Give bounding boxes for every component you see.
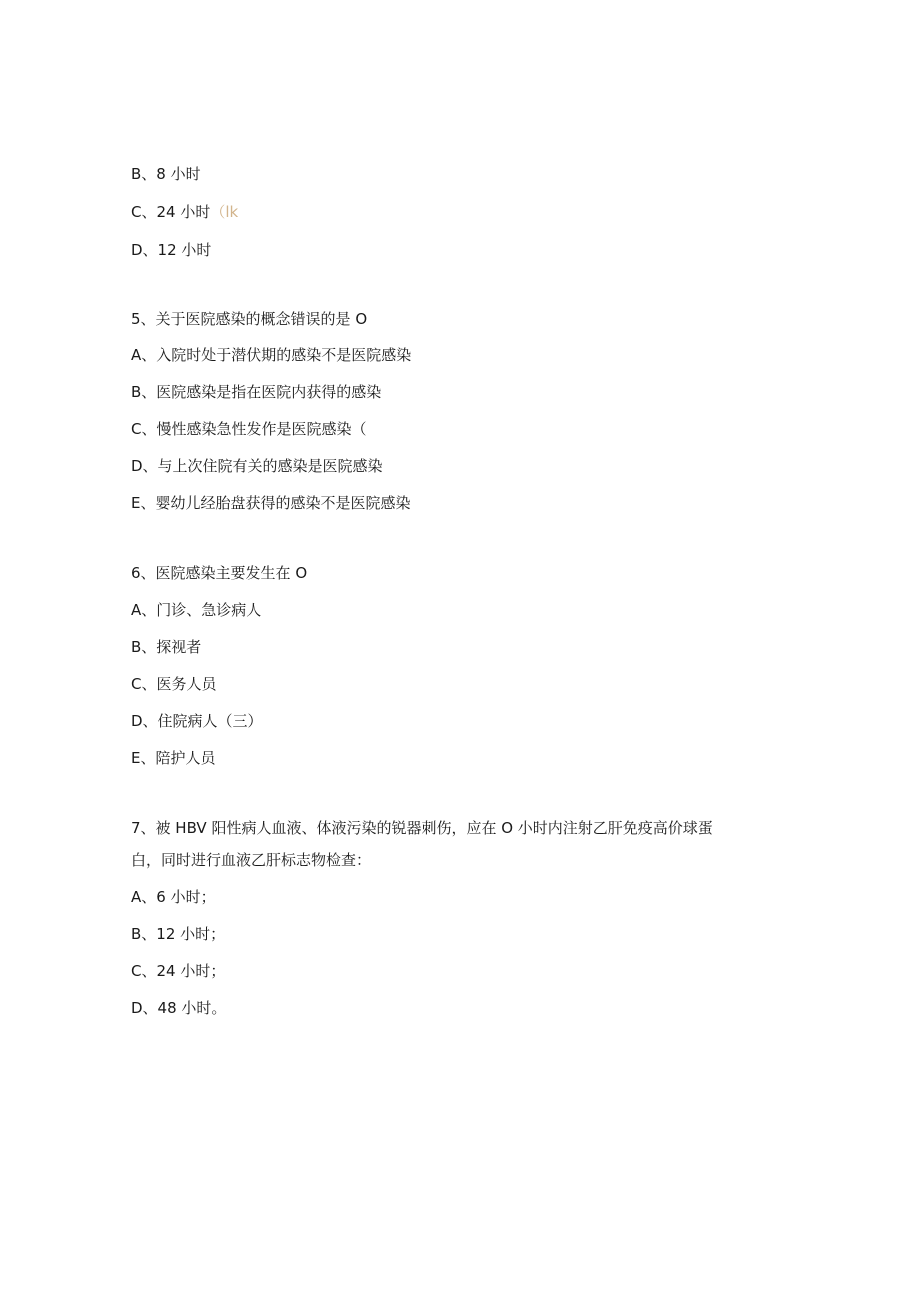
- question-6-option-d: D、住院病人（三）: [131, 712, 263, 730]
- option-text: D、12 小时: [131, 241, 212, 259]
- question-5-option-c: C、慢性感染急性发作是医院感染（: [131, 420, 367, 438]
- question-7-option-d: D、48 小时。: [131, 999, 227, 1017]
- question-6-option-b: B、探视者: [131, 638, 202, 656]
- question-7-option-b: B、12 小时；: [131, 925, 226, 943]
- option-c-prev: [131, 202, 238, 222]
- faded-mark: （lk: [210, 203, 239, 221]
- question-5-stem: 5、关于医院感染的概念错误的是 O: [131, 310, 368, 328]
- question-7-option-a: A、6 小时；: [131, 888, 216, 906]
- question-6-option-e: E、陪护人员: [131, 749, 216, 767]
- question-5-option-b: B、医院感染是指在医院内获得的感染: [131, 383, 382, 401]
- question-6-option-c: C、医务人员: [131, 675, 217, 693]
- option-b-prev: [131, 164, 201, 184]
- question-6-stem: 6、医院感染主要发生在 O: [131, 564, 308, 582]
- option-d-prev: [131, 240, 211, 260]
- option-text: C、24 小时: [131, 203, 211, 221]
- question-7-option-c: C、24 小时；: [131, 962, 226, 980]
- question-7-stem-line-1: 7、被 HBV 阳性病人血液、体液污染的锐器刺伤，应在 O 小时内注射乙肝免疫高价球蛋: [131, 819, 713, 837]
- question-6-option-a: A、门诊、急诊病人: [131, 601, 262, 619]
- question-5-option-e: E、婴幼儿经胎盘获得的感染不是医院感染: [131, 494, 411, 512]
- option-text: B、8 小时: [131, 165, 201, 183]
- question-7-stem-line-2: 白，同时进行血液乙肝标志物检查：: [131, 851, 372, 869]
- question-5-option-d: D、与上次住院有关的感染是医院感染: [131, 457, 383, 475]
- question-5-option-a: A、入院时处于潜伏期的感染不是医院感染: [131, 346, 412, 364]
